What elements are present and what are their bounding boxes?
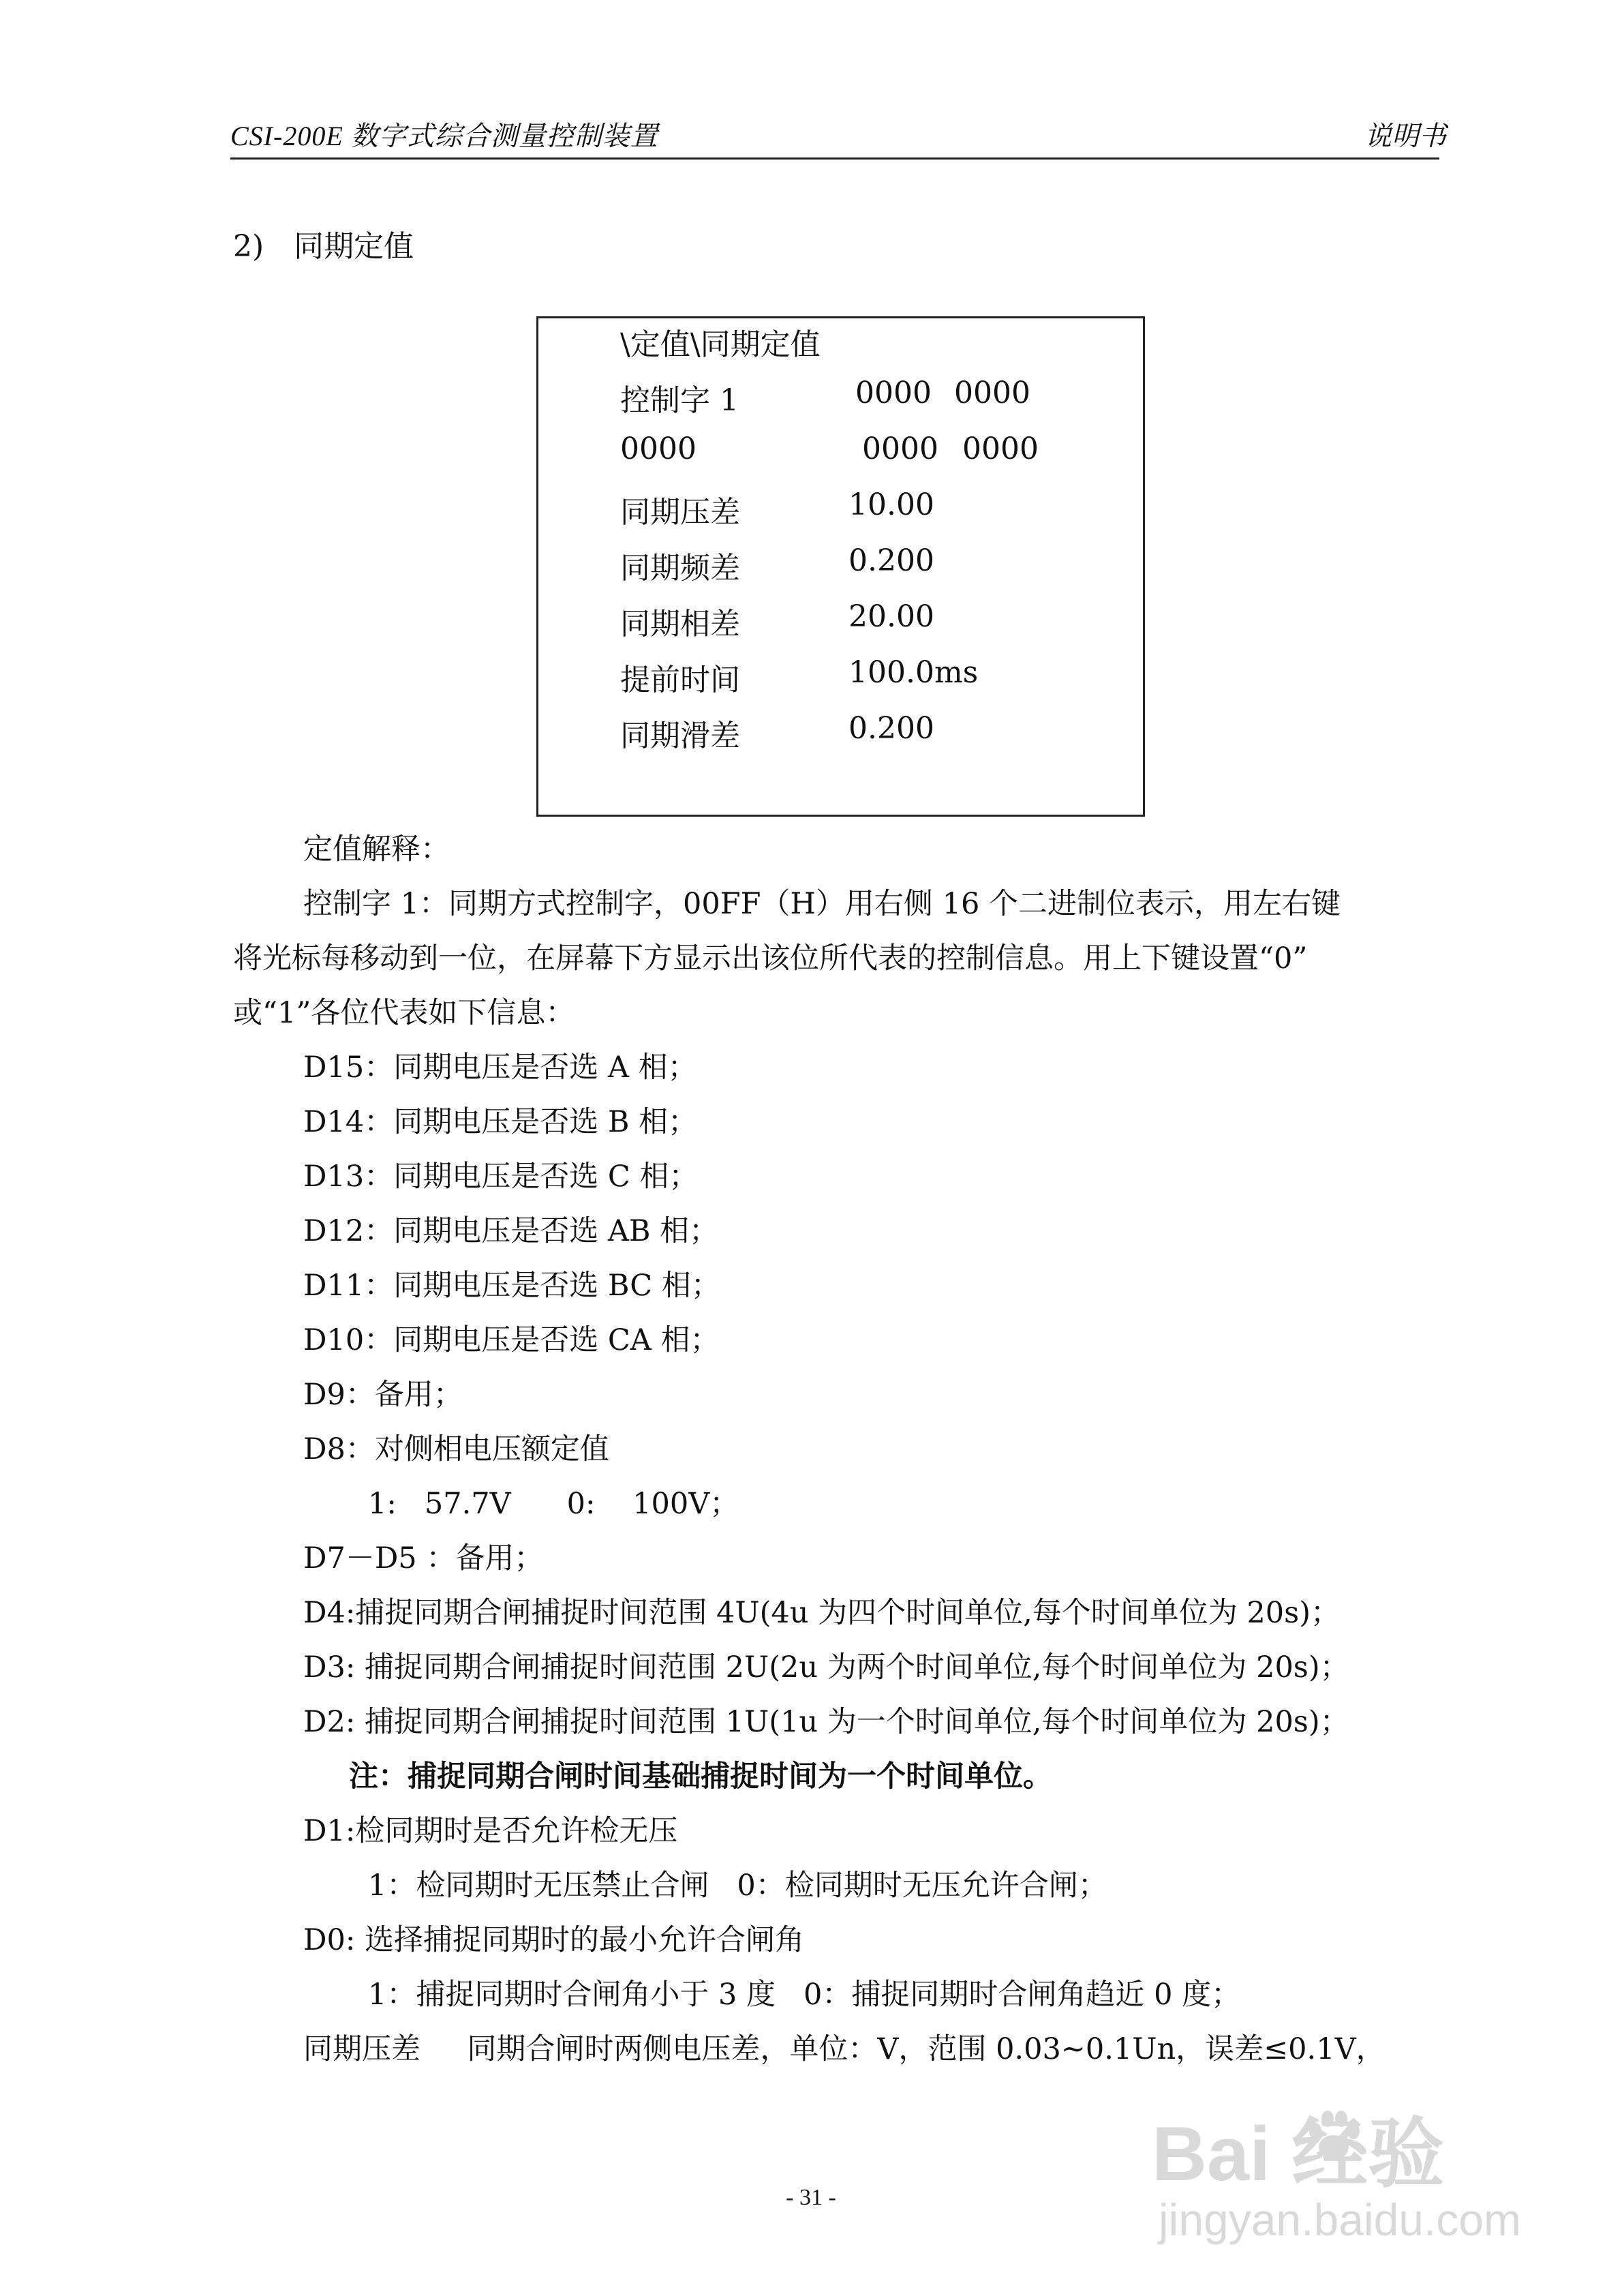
bit-definition-line: D11：同期电压是否选 BC 相； [303, 1269, 720, 1303]
watermark-url: jingyan.baidu.com [1159, 2194, 1521, 2245]
control-word-label: 控制字 1 [620, 383, 739, 418]
setting-label: 提前时间 [620, 663, 740, 697]
bit-definition-line: D9：备用； [303, 1378, 463, 1412]
body-paragraph-line: 将光标每移动到一位，在屏幕下方显示出该位所代表的控制信息。用上下键设置“0” [233, 941, 1308, 976]
control-word-bits-1: 0000 [620, 432, 697, 466]
bit-option-line: 1：捕捉同期时合闸角小于 3 度 0：捕捉同期时合闸角趋近 0 度； [368, 1978, 1241, 2012]
bit-definition-line: D10：同期电压是否选 CA 相； [303, 1323, 720, 1357]
setting-value: 20.00 [848, 599, 934, 634]
control-word-value-1: 0000 [855, 376, 932, 410]
control-word-bits-2: 0000 [862, 432, 938, 466]
section-title: 2) 同期定值 [233, 229, 414, 264]
explanation-heading: 定值解释： [303, 832, 450, 866]
body-paragraph-line: 或“1”各位代表如下信息： [233, 996, 575, 1030]
bit-option-line: 1: 57.7V 0: 100V； [368, 1487, 739, 1521]
body-paragraph-line: 控制字 1：同期方式控制字，00FF（H）用右侧 16 个二进制位表示，用左右键 [303, 887, 1341, 921]
bit-definition-line: D8：对侧相电压额定值 [303, 1432, 609, 1466]
watermark-brand: Bai 经验 [1152, 2111, 1445, 2196]
bit-definition-line: D2: 捕捉同期合闸捕捉时间范围 1U(1u 为一个时间单位,每个时间单位为 20s)； [303, 1705, 1349, 1739]
setting-description-line: 同期压差 同期合闸时两侧电压差，单位：V，范围 0.03~0.1Un，误差≤0.1V， [303, 2032, 1386, 2066]
bit-option-line: 1：检同期时无压禁止合闸 0：检同期时无压允许合闸； [368, 1869, 1107, 1903]
baidu-jingyan-watermark [1152, 2093, 1533, 2270]
device-screen-panel [536, 316, 1145, 817]
setting-label: 同期压差 [620, 495, 740, 530]
setting-value: 100.0ms [848, 655, 979, 690]
document-header-right: 说明书 [1364, 121, 1446, 151]
bit-definition-line: D14：同期电压是否选 B 相； [303, 1105, 698, 1139]
control-word-bits-3: 0000 [962, 432, 1039, 466]
screen-menu-path: \定值\同期定值 [620, 327, 821, 362]
bit-definition-line: D15：同期电压是否选 A 相； [303, 1051, 697, 1085]
bit-definition-line: D13：同期电压是否选 C 相； [303, 1160, 699, 1194]
header-divider [230, 157, 1439, 160]
bit-definition-line: D12：同期电压是否选 AB 相； [303, 1214, 719, 1248]
bit-definition-line: D1:检同期时是否允许检无压 [303, 1814, 678, 1848]
control-word-value-2: 0000 [954, 376, 1030, 410]
setting-label: 同期滑差 [620, 719, 740, 753]
setting-label: 同期频差 [620, 551, 740, 586]
setting-value: 10.00 [848, 487, 934, 522]
paw-icon [1303, 2105, 1364, 2166]
setting-value: 0.200 [848, 543, 934, 578]
note-line: 注：捕捉同期合闸时间基础捕捉时间为一个时间单位。 [349, 1759, 1052, 1794]
document-header-title: CSI-200E 数字式综合测量控制装置 [230, 121, 658, 151]
bit-definition-line: D3: 捕捉同期合闸捕捉时间范围 2U(2u 为两个时间单位,每个时间单位为 20s)； [303, 1650, 1349, 1685]
bit-definition-line: D7－D5 ：备用； [303, 1541, 544, 1575]
setting-label: 同期相差 [620, 607, 740, 641]
bit-definition-line: D4:捕捉同期合闸捕捉时间范围 4U(4u 为四个时间单位,每个时间单位为 20s)； [303, 1596, 1340, 1630]
bit-definition-line: D0: 选择捕捉同期时的最小允许合闸角 [303, 1923, 804, 1957]
page-number: - 31 - [786, 2185, 836, 2210]
setting-value: 0.200 [848, 711, 934, 746]
